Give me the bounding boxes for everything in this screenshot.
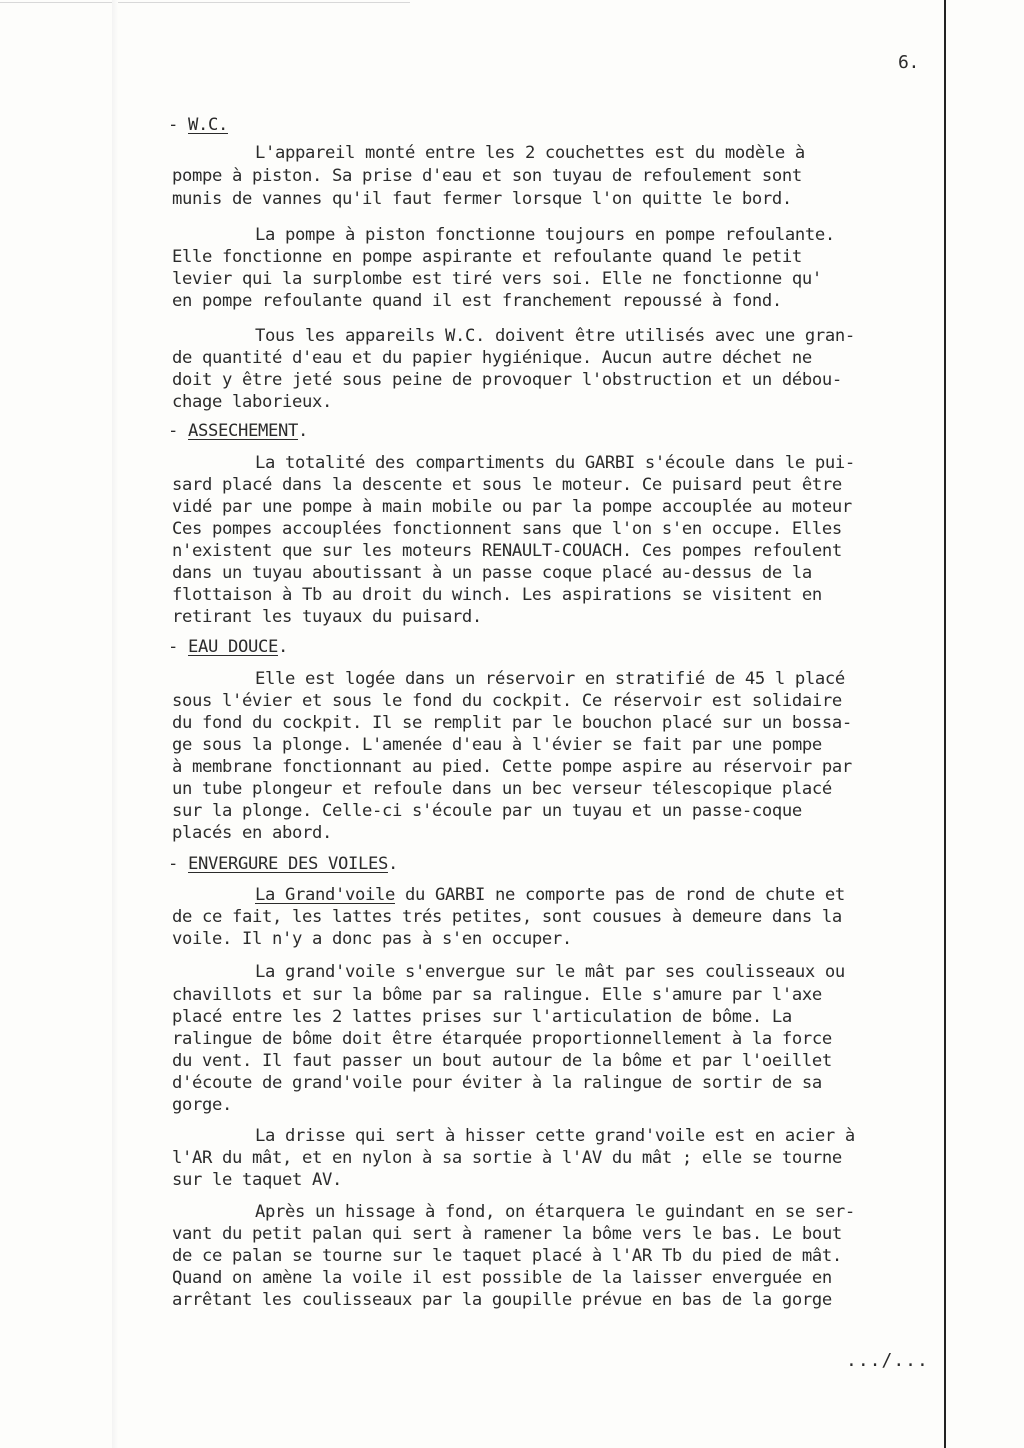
- text-line: flottaison à Tb au droit du winch. Les aspirations se visitent en: [172, 585, 822, 605]
- text-line: à membrane fonctionnant au pied. Cette pompe aspire au réservoir par: [172, 757, 852, 777]
- text-line: sard placé dans la descente et sous le moteur. Ce puisard peut être: [172, 475, 842, 495]
- text-line: chavillots et sur la bôme par sa ralingue. Elle s'amure par l'axe: [172, 985, 822, 1005]
- text-line: Tous les appareils W.C. doivent être utilisés avec une gran-: [255, 326, 855, 346]
- grand-voile-subtitle: La Grand'voile: [255, 885, 395, 905]
- text-line: arrêtant les coulisseaux par la goupille prévue en bas de la gorge: [172, 1290, 832, 1310]
- text-line: L'appareil monté entre les 2 couchettes est du modèle à: [255, 143, 805, 163]
- text-line: ralingue de bôme doit être étarquée proportionnellement à la force: [172, 1029, 832, 1049]
- text-line: n'existent que sur les moteurs RENAULT-COUACH. Ces pompes refoulent: [172, 541, 842, 561]
- text-line: placés en abord.: [172, 823, 332, 843]
- text-line: Elle fonctionne en pompe aspirante et refoulante quand le petit: [172, 247, 802, 267]
- text-line: La pompe à piston fonctionne toujours en pompe refoulante.: [255, 225, 835, 245]
- text-line: voile. Il n'y a donc pas à s'en occuper.: [172, 929, 572, 949]
- text-line: La Grand'voile du GARBI ne comporte pas de rond de chute et: [255, 885, 845, 905]
- text-line: vidé par une pompe à main mobile ou par la pompe accouplée au moteur: [172, 497, 852, 517]
- text-line: l'AR du mât, et en nylon à sa sortie à l'AV du mât ; elle se tourne: [172, 1148, 842, 1168]
- text-line: pompe à piston. Sa prise d'eau et son tuyau de refoulement sont: [172, 166, 802, 186]
- text-line: de ce palan se tourne sur le taquet placé à l'AR Tb du pied de mât.: [172, 1246, 842, 1266]
- text-line: un tube plongeur et refoule dans un bec verseur télescopique placé: [172, 779, 832, 799]
- text-line: retirant les tuyaux du puisard.: [172, 607, 482, 627]
- section-title-envergure: - ENVERGURE DES VOILES.: [168, 854, 398, 874]
- text-line: doit y être jeté sous peine de provoquer l'obstruction et un débou-: [172, 370, 842, 390]
- text-line: Ces pompes accouplées fonctionnent sans que l'on s'en occupe. Elles: [172, 519, 842, 539]
- text-line: sur la plonge. Celle-ci s'écoule par un tuyau et un passe-coque: [172, 801, 802, 821]
- margin-rule: [944, 0, 946, 1448]
- section-title-assechement: - ASSECHEMENT.: [168, 421, 308, 441]
- text-line: munis de vannes qu'il faut fermer lorsque l'on quitte le bord.: [172, 189, 792, 209]
- text-line: Elle est logée dans un réservoir en stratifié de 45 l placé: [255, 669, 845, 689]
- text-line: sous l'évier et sous le fond du cockpit. Ce réservoir est solidaire: [172, 691, 842, 711]
- text-line: vant du petit palan qui sert à ramener la bôme vers le bas. Le bout: [172, 1224, 842, 1244]
- text-line: Quand on amène la voile il est possible de la laisser enverguée en: [172, 1268, 832, 1288]
- text-line: dans un tuyau aboutissant à un passe coque placé au-dessus de la: [172, 563, 812, 583]
- text-line: d'écoute de grand'voile pour éviter à la ralingue de sortir de sa: [172, 1073, 822, 1093]
- text-line: du fond du cockpit. Il se remplit par le bouchon placé sur un bossa-: [172, 713, 852, 733]
- text-line: La grand'voile s'envergue sur le mât par ses coulisseaux ou: [255, 962, 845, 982]
- text-line: La drisse qui sert à hisser cette grand'voile est en acier à: [255, 1126, 855, 1146]
- text-line: du vent. Il faut passer un bout autour de la bôme et par l'oeillet: [172, 1051, 832, 1071]
- page-number: 6.: [898, 52, 919, 73]
- text-line: de quantité d'eau et du papier hygiénique. Aucun autre déchet ne: [172, 348, 812, 368]
- text-line: ge sous la plonge. L'amenée d'eau à l'évier se fait par une pompe: [172, 735, 822, 755]
- text-line: de ce fait, les lattes trés petites, sont cousues à demeure dans la: [172, 907, 842, 927]
- text-line: Après un hissage à fond, on étarquera le guindant en se ser-: [255, 1202, 855, 1222]
- text-line: gorge.: [172, 1095, 232, 1115]
- text-line: placé entre les 2 lattes prises sur l'articulation de bôme. La: [172, 1007, 792, 1027]
- section-title-eau-douce: - EAU DOUCE.: [168, 637, 288, 657]
- text-line: La totalité des compartiments du GARBI s'écoule dans le pui-: [255, 453, 855, 473]
- left-shadow: [112, 0, 118, 1448]
- text-line: sur le taquet AV.: [172, 1170, 342, 1190]
- continuation-mark: .../...: [846, 1350, 929, 1371]
- text-line: chage laborieux.: [172, 392, 332, 412]
- text-line: levier qui la surplombe est tiré vers soi. Elle ne fonctionne qu': [172, 269, 822, 289]
- text-line: en pompe refoulante quand il est franchement repoussé à fond.: [172, 291, 782, 311]
- section-title-wc: - W.C.: [168, 115, 228, 135]
- top-edge-line: [0, 2, 410, 3]
